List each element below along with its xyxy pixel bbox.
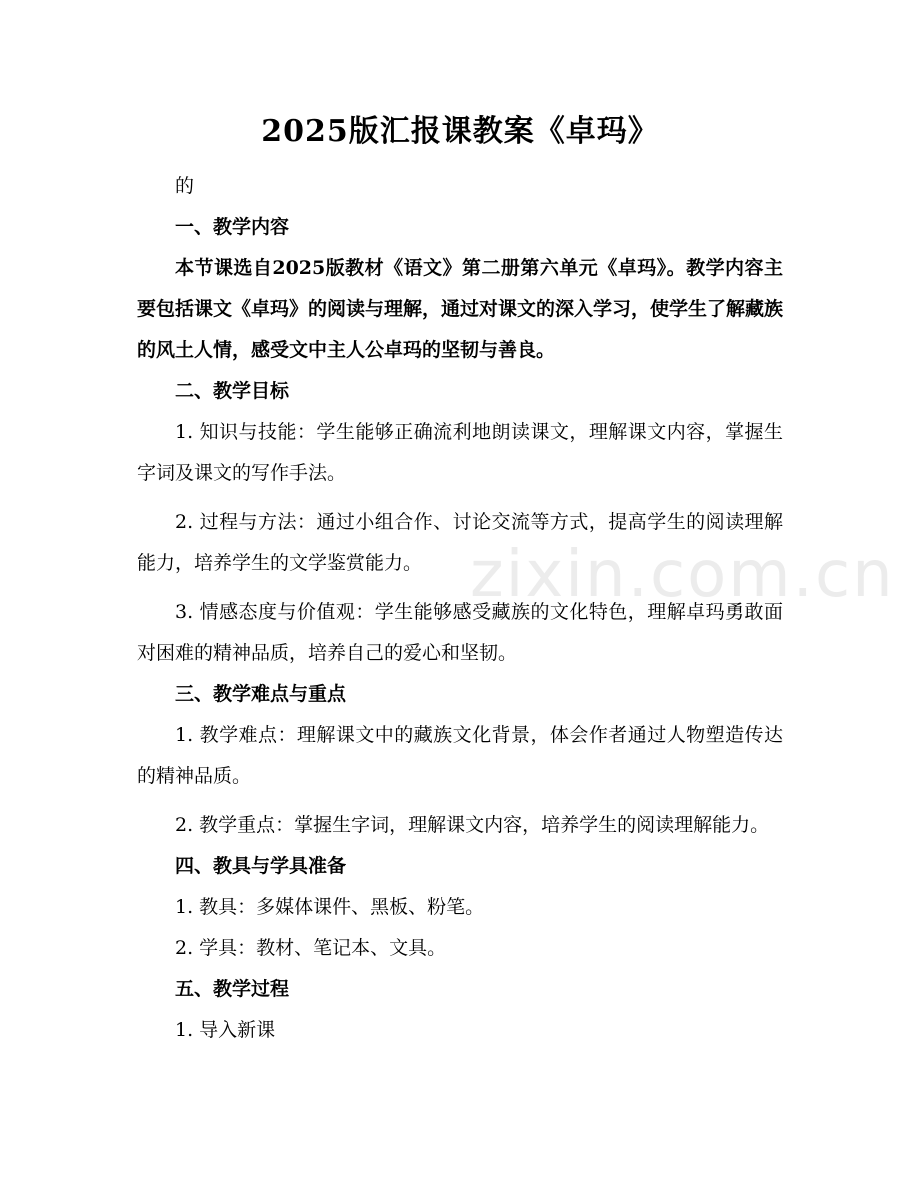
section-paragraph: 2. 教学重点：掌握生字词，理解课文内容，培养学生的阅读理解能力。 — [175, 814, 770, 836]
section-paragraph: 2. 学具：教材、笔记本、文具。 — [175, 937, 447, 959]
intro-text: 的 — [175, 175, 195, 197]
watermark: zixin.com.cn — [470, 538, 895, 612]
section-heading: 四、教具与学具准备 — [175, 855, 347, 877]
document-body — [137, 166, 783, 1051]
section-heading: 二、教学目标 — [175, 380, 290, 402]
section-paragraph: 1. 导入新课 — [175, 1019, 276, 1041]
section-paragraph: 本节课选自2025版教材《语文》第二册第六单元《卓玛》。教学内容主要包括课文《卓玛》的阅读与理解，通过对课文的深入学习，使学生了解藏族的风土人情，感受文中主人公卓玛的坚韧与善良。 — [137, 257, 784, 361]
section-paragraph: 1. 教具：多媒体课件、黑板、粉笔。 — [175, 896, 485, 918]
section-paragraph: 3. 情感态度与价值观：学生能够感受藏族的文化特色，理解卓玛勇敢面对困难的精神品质，培养自己的爱心和坚韧。 — [137, 601, 783, 664]
section-paragraph: 1. 教学难点：理解课文中的藏族文化背景，体会作者通过人物塑造传达的精神品质。 — [137, 724, 783, 787]
section-paragraph: 2. 过程与方法：通过小组合作、讨论交流等方式，提高学生的阅读理解能力，培养学生的文学鉴赏能力。 — [137, 511, 783, 574]
section-heading: 一、教学内容 — [175, 216, 290, 238]
section-paragraph: 1. 知识与技能：学生能够正确流利地朗读课文，理解课文内容，掌握生字词及课文的写作手法。 — [137, 421, 783, 484]
section-heading: 五、教学过程 — [175, 978, 290, 1000]
document-title: 2025版汇报课教案《卓玛》 — [261, 114, 659, 149]
section-heading: 三、教学难点与重点 — [175, 683, 347, 705]
